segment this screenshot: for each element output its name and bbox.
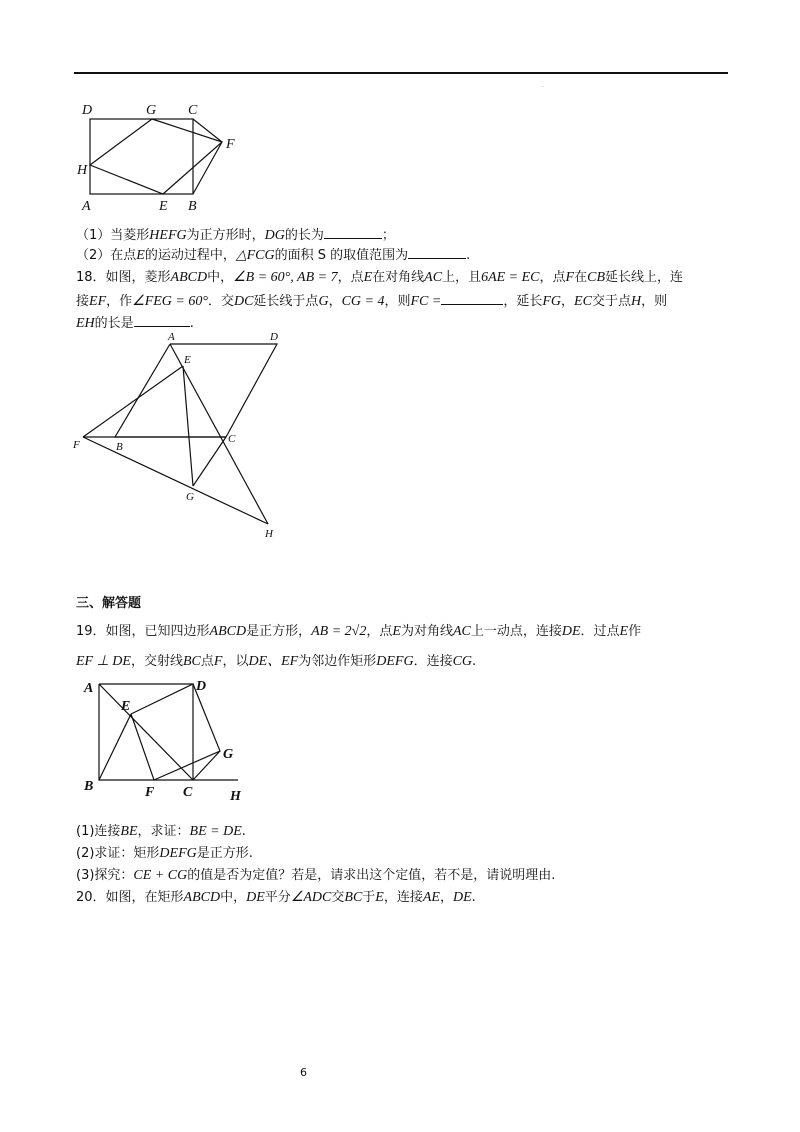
- segment-cg: [193, 751, 220, 780]
- figure-q17-svg: [74, 98, 244, 214]
- label-b: B: [84, 779, 94, 794]
- label-a: A: [82, 199, 91, 214]
- section-title: 三、解答题: [76, 596, 142, 611]
- label-d: D: [82, 103, 93, 118]
- label-h: H: [230, 789, 241, 804]
- label-f: F: [73, 439, 80, 451]
- header-rule: [74, 72, 728, 74]
- rhombus-abcd: [115, 344, 277, 437]
- q18-line3: EH的长是 .: [76, 316, 194, 331]
- line-fe: [83, 366, 183, 437]
- q17-part2: （2）在点E的运动过程中，△FCG的面积 S 的取值范围为 .: [76, 248, 471, 263]
- label-g: G: [186, 491, 194, 503]
- segment-bf: [193, 142, 222, 194]
- answer-blank[interactable]: [441, 292, 503, 305]
- rhombus-hefg: [90, 119, 222, 194]
- q19-part1: (1)连接BE，求证：BE = DE.: [76, 824, 246, 839]
- label-e: E: [184, 354, 191, 366]
- line-fh: [83, 437, 268, 524]
- rect-abcd: [90, 119, 193, 194]
- label-a: A: [168, 331, 175, 343]
- label-c: C: [228, 433, 236, 445]
- label-c: C: [188, 103, 198, 118]
- label-d: D: [270, 331, 278, 343]
- line-cg: [193, 437, 226, 486]
- figure-q19-svg: [80, 672, 250, 802]
- line-ah: [170, 344, 268, 524]
- label-g: G: [223, 747, 234, 762]
- label-e: E: [159, 199, 168, 214]
- q17-part1: （1）当菱形HEFG为正方形时，DG的长为 ；: [76, 228, 395, 243]
- segment-be: [99, 714, 131, 780]
- figure-q19: [80, 672, 250, 802]
- figure-q18: [70, 328, 290, 538]
- q18-line2: 接EF，作∠FEG = 60°．交DC延长线于点G，CG = 4，则FC = ，延长FG，EC交于点H，则: [76, 294, 668, 309]
- label-h: H: [265, 528, 273, 540]
- answer-blank[interactable]: [408, 246, 466, 259]
- label-d: D: [196, 679, 207, 694]
- figure-q18-svg: [70, 328, 290, 538]
- label-g: G: [146, 103, 157, 118]
- label-c: C: [183, 785, 193, 800]
- scan-dot: ·: [542, 84, 544, 91]
- q19-line1: 19．如图，已知四边形ABCD是正方形，AB = 2√2，点E为对角线AC上一动点，连接DE．过点E作: [76, 624, 642, 639]
- q18-line1: 18．如图，菱形ABCD中，∠B = 60°, AB = 7，点E在对角线AC上，且6AE = EC，点F在CB延长线上，连: [76, 270, 684, 285]
- label-b: B: [188, 199, 197, 214]
- q19-line2: EF ⊥ DE，交射线BC点F，以DE、EF为邻边作矩形DEFG．连接CG.: [76, 654, 477, 669]
- label-f: F: [226, 137, 235, 152]
- page-number: 6: [300, 1066, 307, 1079]
- segment-cf: [193, 119, 222, 142]
- q19-part2: (2)求证：矩形DEFG是正方形.: [76, 846, 253, 861]
- label-b: B: [116, 441, 123, 453]
- q19-part3: (3)探究：CE + CG的值是否为定值？若是，请求出这个定值，若不是，请说明理由.: [76, 868, 556, 883]
- label-f: F: [145, 785, 155, 800]
- figure-q17: [74, 98, 244, 214]
- label-h: H: [77, 163, 88, 178]
- answer-blank[interactable]: [324, 226, 382, 239]
- answer-blank[interactable]: [134, 314, 190, 327]
- diagonal-ac: [99, 684, 193, 780]
- q20-line1: 20．如图，在矩形ABCD中，DE平分∠ADC交BC于E，连接AE，DE.: [76, 890, 476, 905]
- label-e: E: [121, 699, 131, 714]
- label-a: A: [84, 681, 94, 696]
